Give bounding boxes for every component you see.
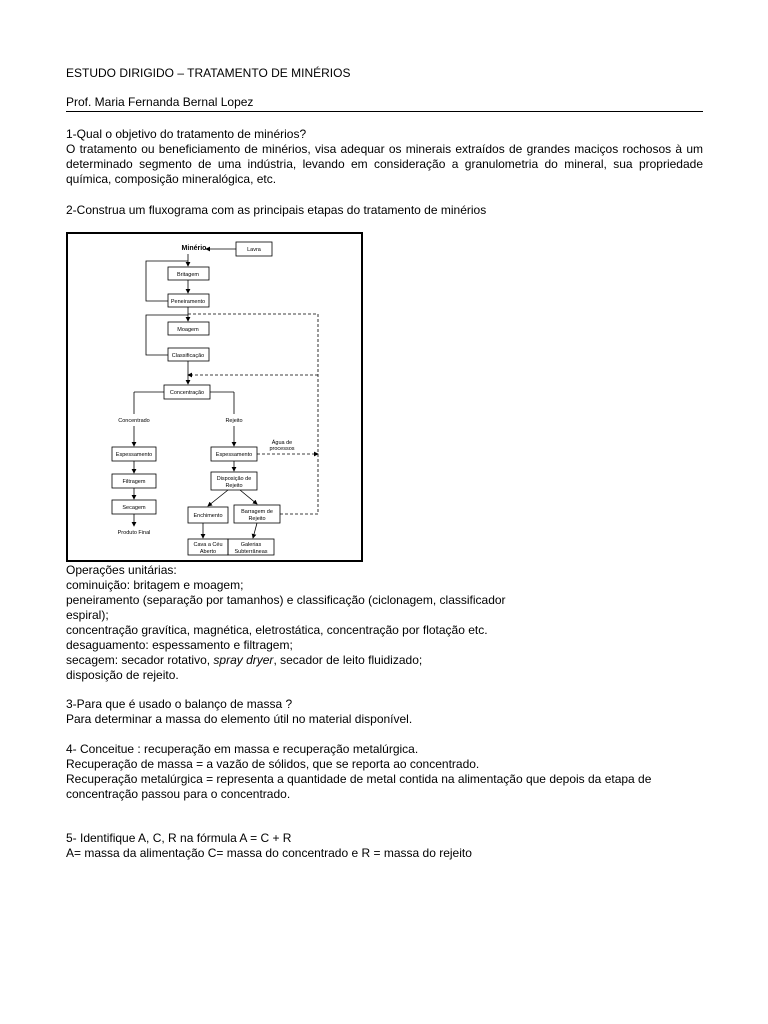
label-enchimento: Enchimento — [193, 513, 223, 519]
label-lavra: Lavra — [247, 247, 261, 253]
operation-item: disposição de rejeito. — [66, 668, 179, 682]
label-peneiramento: Peneiramento — [170, 299, 206, 305]
operation-item: espiral); — [66, 608, 109, 622]
operation-item: cominuição: britagem e moagem; — [66, 578, 244, 592]
secagem-text-a: secagem: secador rotativo, — [66, 653, 214, 667]
question-5: 5- Identifique A, C, R na fórmula A = C + R — [66, 831, 292, 845]
question-4: 4- Conceitue : recuperação em massa e recuperação metalúrgica. — [66, 742, 419, 756]
label-rejeito: Rejeito — [225, 418, 243, 424]
label-classificacao: Classificação — [171, 353, 205, 359]
flowchart — [68, 234, 361, 560]
label-concentracao: Concentração — [169, 390, 205, 396]
question-3: 3-Para que é usado o balanço de massa ? — [66, 697, 293, 711]
label-disposicao-1: Disposição de — [216, 476, 252, 482]
document-title: ESTUDO DIRIGIDO – TRATAMENTO DE MINÉRIOS — [66, 66, 351, 80]
operation-item: peneiramento (separação por tamanhos) e classificação (ciclonagem, classificador — [66, 593, 506, 607]
operation-item: desaguamento: espessamento e filtragem; — [66, 638, 293, 652]
label-agua-1: Água de — [271, 440, 293, 446]
secagem-text-b: , secador de leito fluidizado; — [273, 653, 423, 667]
operations-title: Operações unitárias: — [66, 563, 177, 577]
label-concentrado: Concentrado — [118, 418, 150, 424]
secagem-text-italic: spray dryer — [213, 653, 274, 667]
header-divider — [66, 111, 703, 112]
author-line: Prof. Maria Fernanda Bernal Lopez — [66, 95, 254, 109]
answer-5: A= massa da alimentação C= massa do concentrado e R = massa do rejeito — [66, 846, 472, 860]
label-barragem-2: Rejeito — [248, 516, 266, 522]
label-cava-1: Cava a Céu — [193, 542, 223, 548]
answer-1: O tratamento ou beneficiamento de minérios, visa adequar os minerais extraídos de grandes maciços rochosos à um determinado segmento de uma indústria, levando em consideração a granulometria do mineral, sua propriedade química, composição mineralógica, etc. — [66, 142, 703, 186]
label-disposicao-2: Rejeito — [225, 483, 243, 489]
label-cava-2: Aberto — [199, 549, 217, 555]
label-galerias-2: Subterrâneas — [234, 549, 268, 555]
label-espessamento-c: Espessamento — [115, 452, 153, 458]
label-minerio: Minério — [181, 245, 207, 252]
answer-3: Para determinar a massa do elemento útil no material disponível. — [66, 712, 413, 726]
flowchart-figure — [66, 232, 363, 562]
question-2: 2-Construa um fluxograma com as principais etapas do tratamento de minérios — [66, 203, 487, 217]
label-secagem: Secagem — [122, 505, 146, 511]
label-moagem: Moagem — [177, 327, 199, 333]
label-britagem: Britagem — [176, 272, 200, 278]
label-agua-2: processos — [269, 446, 295, 452]
label-galerias-1: Galerias — [240, 542, 262, 548]
label-barragem-1: Barragem de — [241, 509, 273, 515]
label-produto-final: Produto Final — [117, 530, 151, 536]
operation-item: concentração gravítica, magnética, eletrostática, concentração por flotação etc. — [66, 623, 488, 637]
operation-item-secagem — [66, 653, 422, 668]
label-filtragem: Filtragem — [122, 479, 146, 485]
answer-4b-1: Recuperação metalúrgica = representa a quantidade de metal contida na alimentação que depois da etapa de — [66, 772, 652, 786]
label-espessamento-r: Espessamento — [215, 452, 253, 458]
answer-4a: Recuperação de massa = a vazão de sólidos, que se reporta ao concentrado. — [66, 757, 480, 771]
answer-4b-2: concentração passou para o concentrado. — [66, 787, 291, 801]
question-1: 1-Qual o objetivo do tratamento de minérios? — [66, 127, 307, 141]
